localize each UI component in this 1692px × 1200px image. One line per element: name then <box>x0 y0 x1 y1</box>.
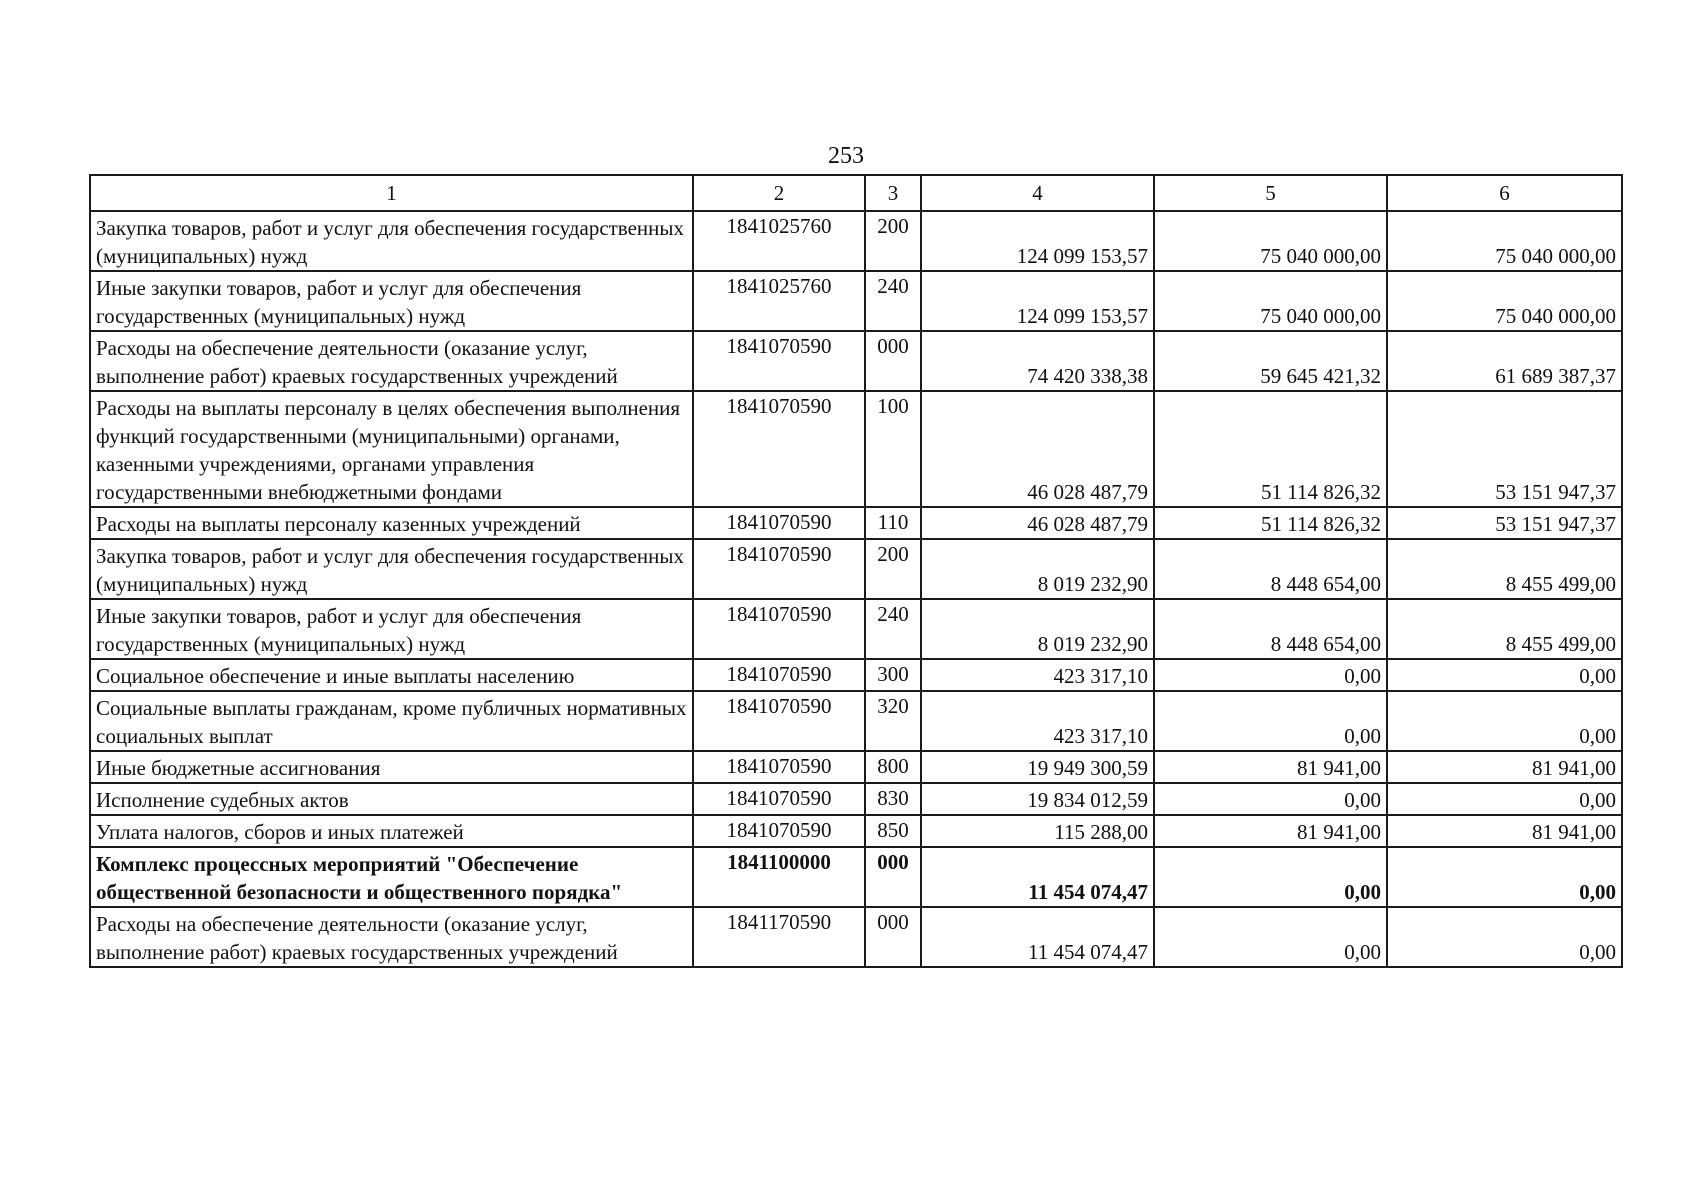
row-amount-5: 81 941,00 <box>1154 751 1387 783</box>
row-expense-type: 200 <box>865 211 921 271</box>
row-code: 1841070590 <box>693 539 865 599</box>
row-amount-5: 51 114 826,32 <box>1154 391 1387 507</box>
row-amount-5: 0,00 <box>1154 659 1387 691</box>
row-amount-6: 81 941,00 <box>1387 815 1622 847</box>
row-amount-6: 53 151 947,37 <box>1387 507 1622 539</box>
row-expense-type: 240 <box>865 271 921 331</box>
row-amount-5: 0,00 <box>1154 847 1387 907</box>
row-amount-5: 59 645 421,32 <box>1154 331 1387 391</box>
row-amount-6: 81 941,00 <box>1387 751 1622 783</box>
row-code: 1841070590 <box>693 391 865 507</box>
row-code: 1841025760 <box>693 271 865 331</box>
table-row <box>90 847 1622 907</box>
row-expense-type: 000 <box>865 331 921 391</box>
page-number: 253 <box>828 143 864 169</box>
row-amount-4: 423 317,10 <box>921 691 1154 751</box>
row-amount-6: 75 040 000,00 <box>1387 211 1622 271</box>
row-name: Комплекс процессных мероприятий "Обеспечение общественной безопасности и общественного порядка" <box>90 847 693 907</box>
row-name: Иные закупки товаров, работ и услуг для обеспечения государственных (муниципальных) нужд <box>90 599 693 659</box>
row-amount-4: 423 317,10 <box>921 659 1154 691</box>
row-name: Исполнение судебных актов <box>90 783 693 815</box>
table-row <box>90 815 1622 847</box>
row-name: Уплата налогов, сборов и иных платежей <box>90 815 693 847</box>
row-name: Социальные выплаты гражданам, кроме публичных нормативных социальных выплат <box>90 691 693 751</box>
row-amount-6: 0,00 <box>1387 659 1622 691</box>
row-amount-5: 75 040 000,00 <box>1154 271 1387 331</box>
column-header: 1 <box>90 175 693 211</box>
row-code: 1841170590 <box>693 907 865 967</box>
row-amount-4: 46 028 487,79 <box>921 391 1154 507</box>
column-header: 5 <box>1154 175 1387 211</box>
row-expense-type: 800 <box>865 751 921 783</box>
row-code: 1841070590 <box>693 815 865 847</box>
table-row <box>90 751 1622 783</box>
row-code: 1841100000 <box>693 847 865 907</box>
row-expense-type: 300 <box>865 659 921 691</box>
row-name: Расходы на выплаты персоналу в целях обеспечения выполнения функций государственными (муниципальными) органами, казенными учреждениями, органами управления государственными внебюджетными фондами <box>90 391 693 507</box>
row-amount-5: 8 448 654,00 <box>1154 599 1387 659</box>
row-amount-4: 8 019 232,90 <box>921 539 1154 599</box>
row-amount-6: 0,00 <box>1387 691 1622 751</box>
table-row <box>90 783 1622 815</box>
row-code: 1841070590 <box>693 507 865 539</box>
row-name: Социальное обеспечение и иные выплаты населению <box>90 659 693 691</box>
row-amount-5: 75 040 000,00 <box>1154 211 1387 271</box>
row-name: Закупка товаров, работ и услуг для обеспечения государственных (муниципальных) нужд <box>90 211 693 271</box>
row-expense-type: 100 <box>865 391 921 507</box>
row-amount-6: 0,00 <box>1387 907 1622 967</box>
row-amount-6: 53 151 947,37 <box>1387 391 1622 507</box>
row-expense-type: 000 <box>865 907 921 967</box>
row-amount-4: 19 834 012,59 <box>921 783 1154 815</box>
column-header: 3 <box>865 175 921 211</box>
row-name: Расходы на обеспечение деятельности (оказание услуг, выполнение работ) краевых государственных учреждений <box>90 331 693 391</box>
row-amount-5: 0,00 <box>1154 907 1387 967</box>
row-code: 1841070590 <box>693 751 865 783</box>
row-amount-6: 75 040 000,00 <box>1387 271 1622 331</box>
row-name: Расходы на выплаты персоналу казенных учреждений <box>90 507 693 539</box>
row-code: 1841070590 <box>693 691 865 751</box>
row-name: Иные закупки товаров, работ и услуг для обеспечения государственных (муниципальных) нужд <box>90 271 693 331</box>
table-row <box>90 659 1622 691</box>
row-expense-type: 240 <box>865 599 921 659</box>
row-amount-4: 74 420 338,38 <box>921 331 1154 391</box>
table-row <box>90 907 1622 967</box>
row-amount-6: 8 455 499,00 <box>1387 539 1622 599</box>
row-amount-4: 11 454 074,47 <box>921 907 1154 967</box>
row-code: 1841070590 <box>693 331 865 391</box>
table-row <box>90 507 1622 539</box>
table-header-row <box>90 175 1622 211</box>
row-expense-type: 110 <box>865 507 921 539</box>
row-amount-4: 124 099 153,57 <box>921 211 1154 271</box>
row-expense-type: 000 <box>865 847 921 907</box>
row-amount-4: 124 099 153,57 <box>921 271 1154 331</box>
row-amount-4: 8 019 232,90 <box>921 599 1154 659</box>
row-amount-4: 46 028 487,79 <box>921 507 1154 539</box>
table-row <box>90 391 1622 507</box>
row-amount-6: 0,00 <box>1387 783 1622 815</box>
row-expense-type: 850 <box>865 815 921 847</box>
row-name: Иные бюджетные ассигнования <box>90 751 693 783</box>
column-header: 4 <box>921 175 1154 211</box>
row-name: Расходы на обеспечение деятельности (оказание услуг, выполнение работ) краевых государственных учреждений <box>90 907 693 967</box>
row-amount-5: 0,00 <box>1154 691 1387 751</box>
row-name: Закупка товаров, работ и услуг для обеспечения государственных (муниципальных) нужд <box>90 539 693 599</box>
table-row <box>90 331 1622 391</box>
row-amount-4: 115 288,00 <box>921 815 1154 847</box>
row-code: 1841070590 <box>693 659 865 691</box>
row-amount-5: 51 114 826,32 <box>1154 507 1387 539</box>
row-code: 1841070590 <box>693 783 865 815</box>
table-row <box>90 211 1622 271</box>
row-amount-5: 8 448 654,00 <box>1154 539 1387 599</box>
table-row <box>90 691 1622 751</box>
row-expense-type: 320 <box>865 691 921 751</box>
table-row <box>90 539 1622 599</box>
row-code: 1841025760 <box>693 211 865 271</box>
row-amount-4: 11 454 074,47 <box>921 847 1154 907</box>
row-amount-6: 61 689 387,37 <box>1387 331 1622 391</box>
row-amount-6: 0,00 <box>1387 847 1622 907</box>
row-amount-4: 19 949 300,59 <box>921 751 1154 783</box>
table-row <box>90 271 1622 331</box>
table-row <box>90 599 1622 659</box>
row-expense-type: 830 <box>865 783 921 815</box>
row-amount-5: 81 941,00 <box>1154 815 1387 847</box>
budget-table <box>89 174 1623 968</box>
column-header: 2 <box>693 175 865 211</box>
row-code: 1841070590 <box>693 599 865 659</box>
row-expense-type: 200 <box>865 539 921 599</box>
row-amount-5: 0,00 <box>1154 783 1387 815</box>
column-header: 6 <box>1387 175 1622 211</box>
row-amount-6: 8 455 499,00 <box>1387 599 1622 659</box>
